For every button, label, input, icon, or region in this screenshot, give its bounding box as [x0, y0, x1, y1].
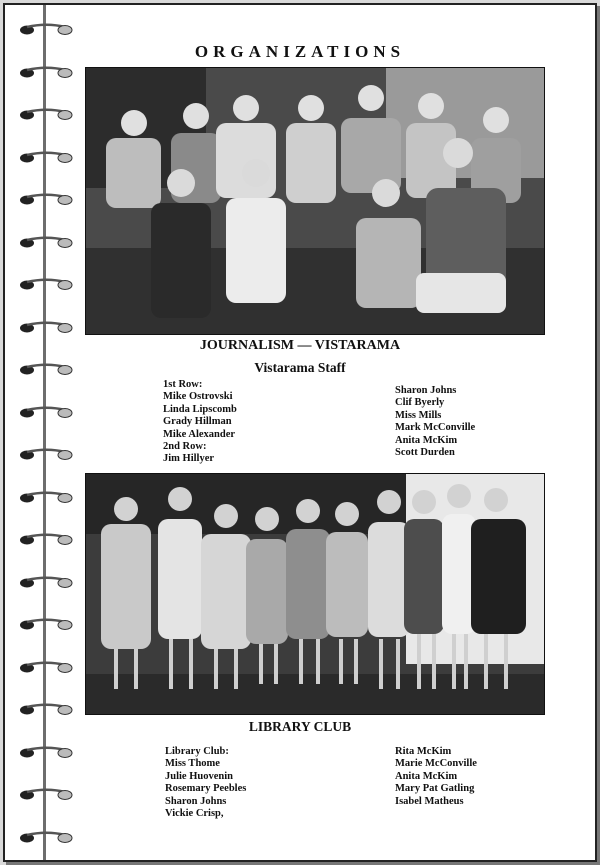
- name-line: 2nd Row:: [163, 441, 207, 453]
- spiral-ring: [15, 661, 77, 675]
- spiral-ring: [15, 23, 77, 37]
- name-line: Rita McKim: [395, 746, 452, 757]
- spiral-ring: [15, 831, 77, 845]
- name-line: Sharon Johns: [395, 385, 457, 396]
- library-club-heading: LIBRARY CLUB: [248, 719, 352, 734]
- name-line: Library Club:: [165, 746, 229, 757]
- spiral-ring: [15, 406, 77, 420]
- name-line: Grady Hillman: [163, 416, 232, 428]
- spiral-ring: [15, 193, 77, 207]
- spiral-ring: [15, 533, 77, 547]
- vistarama-staff-subheading: Vistarama Staff: [254, 360, 346, 375]
- name-line: Miss Thome: [165, 758, 220, 770]
- journalism-heading: JOURNALISM — VISTARAMA: [199, 338, 401, 353]
- spiral-ring: [15, 108, 77, 122]
- page-title: ORGANIZATIONS: [194, 42, 406, 61]
- name-line: Linda Lipscomb: [163, 403, 237, 415]
- name-line: 1st Row:: [163, 379, 203, 390]
- library-names-left: [165, 746, 246, 820]
- name-line: Vickie Crisp,: [165, 808, 224, 820]
- name-line: Anita McKim: [395, 770, 458, 782]
- spiral-ring: [15, 618, 77, 632]
- journalism-names-left: [163, 379, 237, 466]
- name-line: Sharon Johns: [165, 795, 227, 807]
- yearbook-page: [3, 3, 597, 862]
- spiral-ring: [15, 66, 77, 80]
- library-photo-image: [86, 474, 544, 714]
- spiral-ring: [15, 491, 77, 505]
- spiral-ring: [15, 746, 77, 760]
- journalism-group-photo: [85, 67, 545, 335]
- spiral-ring: [15, 788, 77, 802]
- name-line: Clif Byerly: [395, 397, 445, 409]
- name-line: Mike Ostrovski: [163, 391, 233, 403]
- name-line: Marie McConville: [395, 758, 477, 770]
- name-line: Miss Mills: [395, 409, 442, 421]
- name-line: Mike Alexander: [163, 428, 236, 440]
- name-line: Isabel Matheus: [395, 795, 464, 807]
- library-names-right: [395, 746, 477, 808]
- library-club-group-photo: [85, 473, 545, 715]
- spiral-ring: [15, 278, 77, 292]
- spiral-ring: [15, 321, 77, 335]
- name-line: Jim Hillyer: [163, 453, 215, 465]
- name-line: Anita McKim: [395, 434, 458, 446]
- name-line: Rosemary Peebles: [165, 783, 247, 795]
- spiral-ring: [15, 703, 77, 717]
- spiral-ring: [15, 151, 77, 165]
- spiral-ring: [15, 448, 77, 462]
- name-line: Scott Durden: [395, 447, 455, 459]
- name-line: Julie Huovenin: [165, 770, 233, 782]
- spiral-ring: [15, 236, 77, 250]
- name-line: Mary Pat Gatling: [395, 783, 475, 795]
- journalism-names-right: [395, 385, 475, 459]
- spiral-ring: [15, 576, 77, 590]
- journalism-photo-image: [86, 68, 544, 334]
- name-line: Mark McConville: [395, 422, 476, 434]
